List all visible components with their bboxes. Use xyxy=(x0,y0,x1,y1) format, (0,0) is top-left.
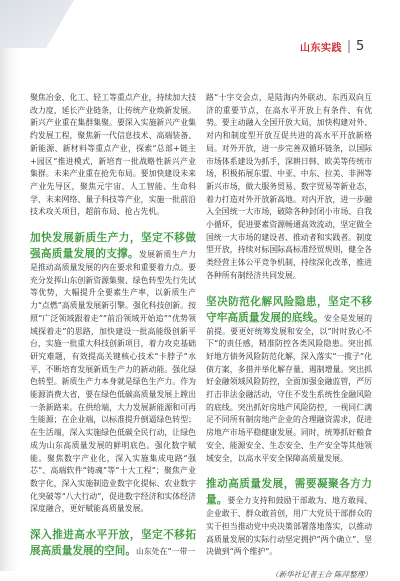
paragraph xyxy=(30,527,196,559)
section-heading: 坚决防范化解风险隐患，坚定不移守牢高质量发展的底线。 xyxy=(206,295,372,324)
author-credit: （新华社记者王合 陈萍整理） xyxy=(270,570,372,580)
header-divider xyxy=(348,40,350,53)
body-text: 安全是发展的前提。要更好统筹发展和安全，以“时时放心不下”的责任感，精准防控各类风险隐患。突出抓好地方债务风险防范化解，深入落实“一揽子”化债方案，多措并举化解存量、遏制增量。突出抓好金融领域风险防控，全面加强金融监管，严厉打击非法金融活动，守住不发生系统性金融风险的底线。突出抓好房地产风险防控，一视同仁满足不同所有制房地产企业的合理融资需求，促进房地产市场平稳健康发展。同时，统筹抓好粮食安全、能源安全、生态安全、生产安全等其他领域安全，以高水平安全保障高质量发展。 xyxy=(206,313,372,463)
section-heading: 加快发展新质生产力，坚定不移做强高质量发展的支撑。 xyxy=(30,232,196,261)
section-heading: 深入推进高水平开放，坚定不移拓展高质量发展的空间。 xyxy=(30,529,196,558)
paragraph xyxy=(206,476,372,559)
body-text: 路”十字交会点，是陆海内外联动、东西双向互济的重要节点，在高水平开放上有条件、有优势。要主动融入全国开放大局，加快构建对外、对内和制度型开放互促共进的高水平开放新格局。对外开放，进一步完善双循环链条，以国际市场体系建设为抓手，深耕日韩、欧美等传统市场，积极拓展东盟、中亚、中东、拉美、非洲等新兴市场，做大服务贸易、数字贸易等新业态，着力打造对外开放新高地。对内开放，进一步融入全国统一大市场，破除各种封闭小市场、自我小循环，促进要素资源畅通高效流动，坚定做全国统一大市场的建设者、推动者和实践者。制度型开放，持续对标国际高标准经贸规则，健全各类经营主体公平竞争机制，持续深化改革，推进各种所有制经济共同发展。 xyxy=(206,93,372,280)
body-text: 山东处在“一带一 xyxy=(135,547,196,557)
body-text: 要全力支持和鼓励干部敢为、地方敢闯、企业敢干、群众敢首创，用广大党员干部群众的实干担当推动党中央决策部署落地落实，以推动高质量发展的实际行动坚定拥护“两个确立”、坚决做到“两个维护”。 xyxy=(206,496,372,557)
paragraph xyxy=(30,230,196,516)
body-text: 聚焦冶金、化工、轻工等重点产业，持续加大技改力度，延长产业链条，让传统产业焕新发展。新兴产业重在集群集聚。要深入实施新兴产业集约发展工程，聚焦新一代信息技术、高端装备、新能源、新材料等重点产业，探索“总部+链主+园区”推进模式，新培育一批战略性新兴产业集群。未来产业重在抢先布局。要加快建设未来产业先导区，聚焦元宇宙、人工智能、生命科学、未来网络、量子科技等产业，实施一批前沿技术攻关项目，超前布局、抢占先机。 xyxy=(30,93,196,217)
left-column xyxy=(30,92,196,559)
page-number: 5 xyxy=(356,38,365,54)
section-name: 山东实践 xyxy=(300,42,342,54)
paragraph xyxy=(206,92,372,283)
paragraph xyxy=(30,92,196,219)
right-column xyxy=(206,92,372,581)
paragraph xyxy=(206,294,372,466)
page-header xyxy=(300,38,364,54)
body-text: 发展新质生产力是推动高质量发展的内在要求和重要着力点。要充分发挥山东创新资源集聚、绿色转型先行先试等优势，大幅提升全要素生产率，以新质生产力“点燃”高质量发展新引擎。强化科技创新。按照“广泛领域跟着走”“前沿领域开始追”“优势领域探着走”的思路，加快建设一批高能级创新平台，实施一批重大科技创新项目，着力攻克基础研究难题，有效提高关键核心技术“卡脖子”水平，不断培育发展新质生产力的新动能。强化绿色转型。新质生产力本身就是绿色生产力。作为能源消费大省，要在绿色低碳高质量发展上蹚出一条新路来。在供给端，大力发展新能源和可再生能源；在企业端，以标准提升倒逼绿色转型；在生活端，深入实施绿色低碳全民行动，让绿色成为山东高质量发展的鲜明底色。强化数字赋能。聚焦数字产业化，深入实施集成电路“强芯”、高端软件“铸魂”等“十大工程”；聚焦产业数字化，深入实施制造业数字化提标、农业数字化突破等“八大行动”，促进数字经济和实体经济深度融合，更好赋能高质量发展。 xyxy=(30,250,196,514)
section-heading: 推动高质量发展，需要凝聚各方力量。 xyxy=(206,478,372,507)
corner-decoration xyxy=(0,0,80,50)
